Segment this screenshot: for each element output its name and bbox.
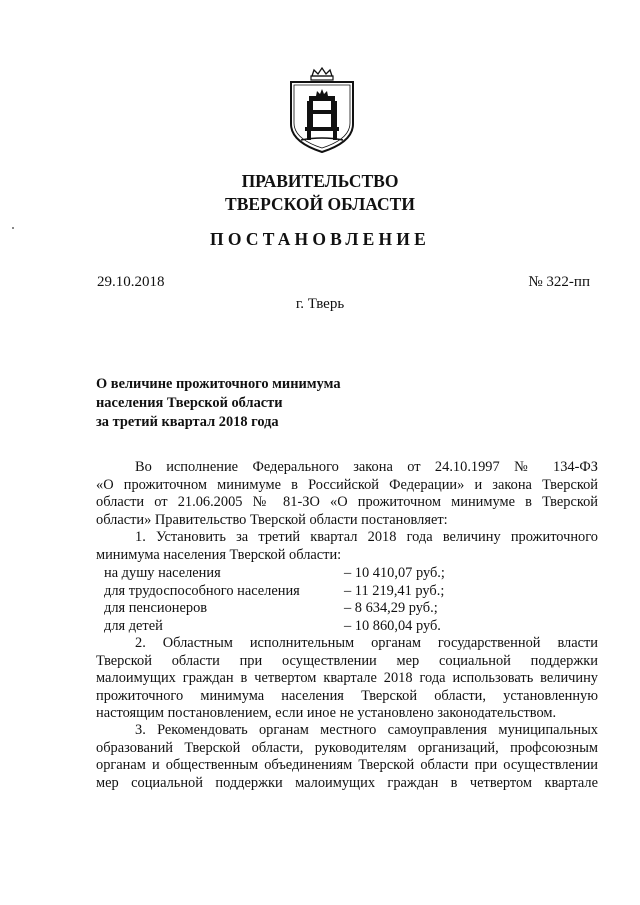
- preamble-line: области от 21.06.2005 № 81-ЗО «О прожиточном минимуме в Тверской: [96, 494, 598, 511]
- item2-line: Тверской области при осуществлении мер социальной поддержки: [96, 652, 598, 669]
- document-number: № 322-пп: [528, 274, 590, 290]
- item2-line: малоимущих граждан в четвертом квартале 2018 года использовать величину: [96, 670, 598, 687]
- amount-value: – 10 410,07 руб.;: [344, 565, 445, 581]
- item2-paragraph: [96, 635, 598, 723]
- preamble-line: области» Правительство Тверской области постановляет:: [96, 511, 448, 528]
- item3-paragraph: [96, 722, 598, 792]
- item2-line: прожиточного минимума населения Тверской области, установленную: [96, 687, 598, 704]
- document-date: 29.10.2018: [97, 274, 165, 290]
- item2-line: 2. Областным исполнительным органам государственной власти: [135, 635, 598, 651]
- category-label: для трудоспособного населения: [104, 582, 300, 599]
- org-name-line1: ПРАВИТЕЛЬСТВО: [241, 171, 399, 191]
- category-label: для пенсионеров: [104, 600, 208, 617]
- item3-line: образований Тверской области, руководителям организаций, профсоюзным: [96, 739, 598, 756]
- preamble-line: «О прожиточном минимуме в Российской Федерации» и закона Тверской: [96, 476, 598, 493]
- item1-line: 1. Установить за третий квартал 2018 года величину прожиточного: [135, 529, 598, 546]
- document-city: г. Тверь: [295, 296, 345, 312]
- preamble-paragraph: [96, 459, 598, 565]
- item3-line: органам и общественным объединениям Тверской области при осуществлении: [96, 757, 598, 774]
- subject-line: О величине прожиточного минимума: [96, 376, 341, 392]
- item2-line: настоящим постановлением, если иное не установлено законодательством.: [96, 705, 557, 722]
- subject-line: за третий квартал 2018 года: [96, 414, 279, 430]
- preamble-line: Во исполнение Федерального закона от 24.10.1997 № 134-ФЗ: [135, 459, 598, 475]
- amount-value: – 11 219,41 руб.;: [344, 582, 445, 599]
- org-name-line2: ТВЕРСКОЙ ОБЛАСТИ: [225, 194, 415, 214]
- document-subject: [96, 375, 341, 432]
- coat-of-arms-tver-icon: [285, 66, 359, 154]
- item3-line: 3. Рекомендовать органам местного самоуправления муниципальных: [135, 722, 598, 738]
- subject-line: населения Тверской области: [96, 395, 283, 411]
- item1-line: минимума населения Тверской области:: [96, 546, 342, 563]
- category-label: для детей: [104, 617, 163, 634]
- amount-value: – 10 860,04 руб.: [344, 617, 441, 634]
- document-type: ПОСТАНОВЛЕНИЕ: [210, 229, 430, 249]
- category-label: на душу населения: [104, 565, 221, 581]
- amount-value: – 8 634,29 руб.;: [344, 600, 438, 617]
- item3-line: мер социальной поддержки малоимущих граждан в четвертом квартале: [96, 774, 598, 791]
